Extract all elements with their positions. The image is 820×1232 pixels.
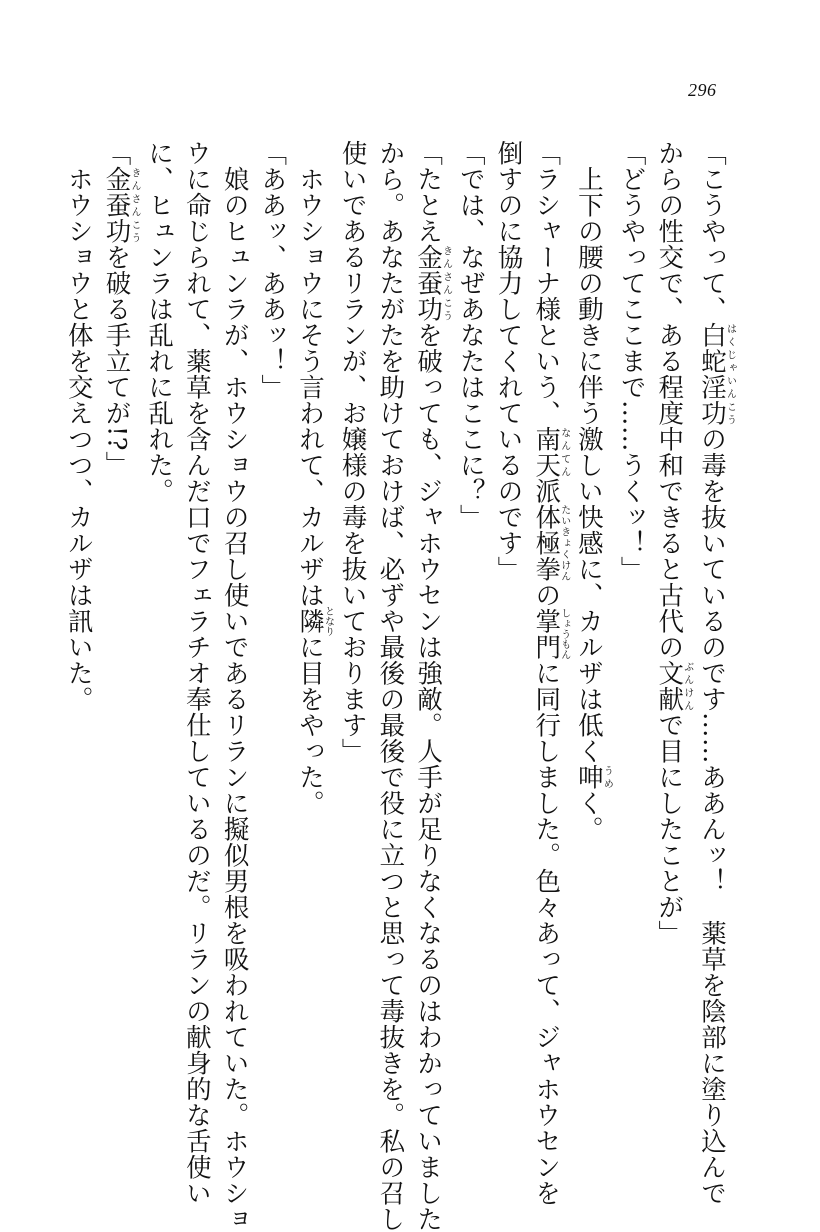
text-line: ホウショウにそう言われて、カルザは隣となりに目をやった。: [294, 140, 334, 816]
furigana-nanten: 南天なんてん: [531, 426, 570, 478]
text-line: 上下の腰の動きに伴う激しい快感に、カルザは低く呻うめく。: [573, 140, 613, 842]
text-line: 「こうやって、白蛇淫功はくじゃいんこうの毒を抜いているのです……ああんッ！ 薬草を陰部に塗り込んで: [697, 140, 736, 1206]
text-line: 「たとえ金蚕功きんさんこうを破っても、ジャホウセンは強敵。人手が足りなくなるのはわかっていました: [413, 140, 452, 1232]
furigana-hakuja: 白蛇淫功はくじゃいんこう: [697, 322, 736, 426]
text-line: 娘のヒュンラが、ホウショウの召し使いであるリランに擬似男根を吸われていた。ホウショ: [219, 140, 250, 1232]
body-text: [63, 140, 736, 1232]
text-line: ホウショウと体を交えつつ、カルザは訊いた。: [63, 140, 94, 712]
text-line: 「ああッ、ああッ！」: [257, 140, 288, 400]
text-line: 倒すのに協力してくれているのです」: [493, 140, 524, 582]
text-line: 使いであるリランが、お嬢様の毒を抜いております」: [337, 140, 368, 764]
furigana-tonari: 隣となり: [294, 606, 334, 636]
text-line: 「どうやってここまで……うくッ！」: [616, 140, 647, 582]
furigana-bunken: 文献ぶんけん: [654, 660, 693, 712]
text-line: 「では、なぜあなたはここに？」: [455, 140, 486, 530]
furigana-kinsan: 金蚕功きんさんこう: [101, 166, 140, 244]
furigana-ume: 呻うめ: [573, 764, 613, 790]
text-line: から。あなたがたを助けておけば、必ずや最後の最後で役に立つと思って毒抜きを。私の召し: [375, 140, 406, 1232]
text-line: ウに命じられて、薬草を含んだ口でフェラチオ奉仕しているのだ。リランの献身的な舌使い: [181, 140, 212, 1206]
text-line: 「金蚕功きんさんこうを破る手立てが!?」: [101, 140, 140, 477]
furigana-shoumon: 掌門しょうもん: [531, 608, 570, 660]
text-line: からの性交で、ある程度中和できると古代の文献ぶんけんで目にしたことが」: [654, 140, 693, 946]
text-line: に、ヒュンラは乱れに乱れた。: [144, 140, 175, 504]
text-line: 「ラシャーナ様という、南天なんてん派体極拳たいきょくけんの掌門しょうもんに同行しました。色々あって、ジャホウセンを: [531, 140, 570, 1206]
page-number: 296: [688, 80, 717, 100]
furigana-kinsan: 金蚕功きんさんこう: [413, 244, 452, 322]
furigana-taikyoku: 体極拳たいきょくけん: [531, 504, 570, 582]
